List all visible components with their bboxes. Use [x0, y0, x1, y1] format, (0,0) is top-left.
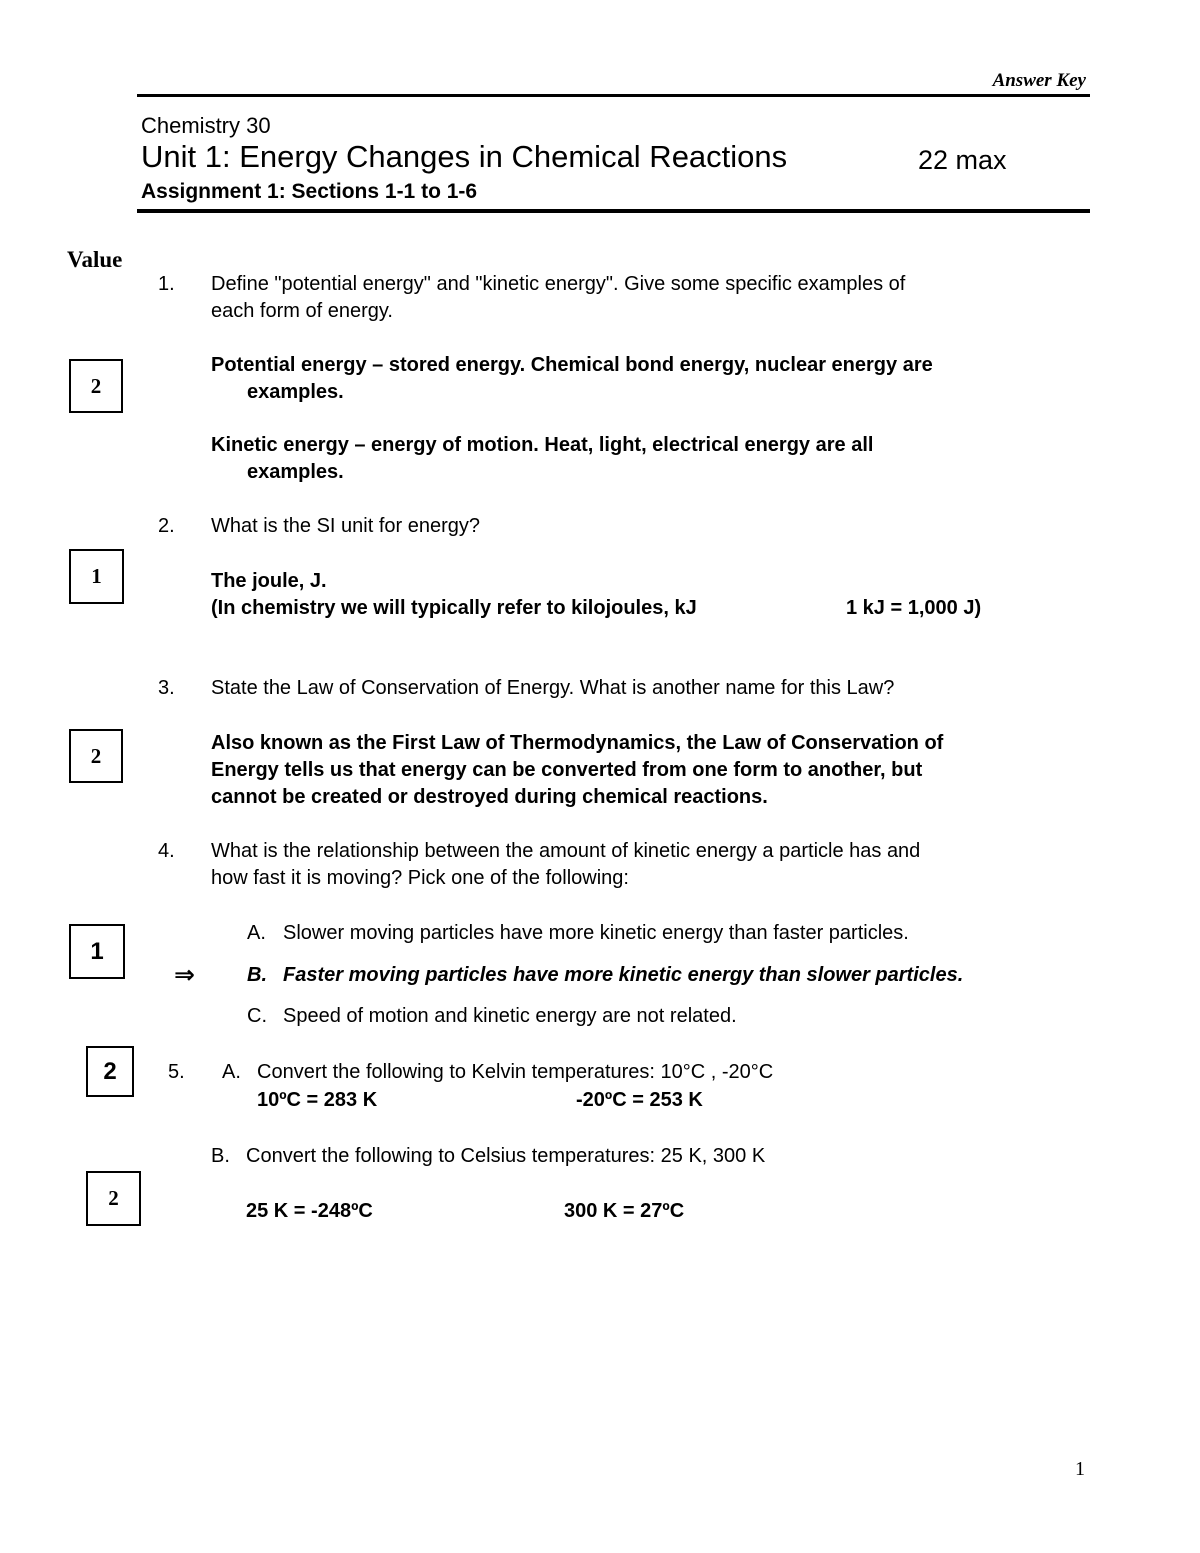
question-2-value-box: 1 — [69, 549, 124, 604]
selected-answer-arrow-icon: ⇒ — [174, 960, 195, 989]
option-b-letter: B. — [247, 964, 267, 986]
question-3-number: 3. — [158, 677, 175, 699]
question-4-text-line2: how fast it is moving? Pick one of the following: — [211, 867, 629, 889]
question-3-answer-line1: Also known as the First Law of Thermodynamics, the Law of Conservation of — [211, 732, 944, 754]
answer-key-label: Answer Key — [992, 70, 1086, 91]
option-b-text: Faster moving particles have more kinetic energy than slower particles. — [283, 964, 964, 986]
question-5b-letter: B. — [211, 1145, 230, 1167]
question-3-text: State the Law of Conservation of Energy. What is another name for this Law? — [211, 677, 895, 699]
question-3-value-box: 2 — [69, 729, 123, 783]
question-2-answer-conversion: 1 kJ = 1,000 J) — [846, 597, 982, 619]
question-5a-answer-1: 10ºC = 283 K — [257, 1089, 378, 1111]
question-5-number: 5. — [168, 1061, 185, 1083]
question-5b-answer-1: 25 K = -248ºC — [246, 1200, 373, 1222]
max-marks: 22 max — [918, 145, 1007, 175]
question-1-text-line2: each form of energy. — [211, 300, 393, 322]
header-top-rule — [137, 94, 1090, 97]
question-5a-answer-2: -20ºC = 253 K — [576, 1089, 703, 1111]
question-1-answer-potential-line2: examples. — [247, 381, 344, 403]
question-1-answer-kinetic-line2: examples. — [247, 461, 344, 483]
assignment-title: Assignment 1: Sections 1-1 to 1-6 — [141, 180, 478, 203]
page-number: 1 — [1075, 1458, 1085, 1480]
option-a-letter: A. — [247, 922, 266, 944]
question-2-text: What is the SI unit for energy? — [211, 515, 481, 537]
question-5b-value-box: 2 — [86, 1171, 141, 1226]
question-5a-text: Convert the following to Kelvin temperatures: 10°C , -20°C — [257, 1061, 774, 1083]
question-1-number: 1. — [158, 273, 175, 295]
header-bottom-rule — [137, 209, 1090, 213]
question-2-answer-line1: The joule, J. — [211, 570, 327, 592]
option-c-letter: C. — [247, 1005, 267, 1027]
question-3-answer-line2: Energy tells us that energy can be converted from one form to another, but — [211, 759, 923, 781]
option-c-text: Speed of motion and kinetic energy are not related. — [283, 1005, 737, 1027]
question-1-value-box: 2 — [69, 359, 123, 413]
question-1-text-line1: Define "potential energy" and "kinetic energy". Give some specific examples of — [211, 273, 906, 295]
question-5b-answer-2: 300 K = 27ºC — [564, 1200, 685, 1222]
question-2-number: 2. — [158, 515, 175, 537]
unit-title: Unit 1: Energy Changes in Chemical Reactions — [141, 139, 788, 174]
question-1-answer-potential-line1: Potential energy – stored energy. Chemical bond energy, nuclear energy are — [211, 354, 933, 376]
value-column-label: Value — [67, 247, 123, 272]
option-a-text: Slower moving particles have more kinetic energy than faster particles. — [283, 922, 909, 944]
question-2-answer-line2: (In chemistry we will typically refer to kilojoules, kJ — [211, 597, 697, 619]
question-4-number: 4. — [158, 840, 175, 862]
question-4-text-line1: What is the relationship between the amount of kinetic energy a particle has and — [211, 840, 921, 862]
question-4-value-box: 1 — [69, 924, 125, 979]
question-1-answer-kinetic-line1: Kinetic energy – energy of motion. Heat, light, electrical energy are all — [211, 434, 874, 456]
question-5a-value-box: 2 — [86, 1046, 134, 1097]
question-5a-letter: A. — [222, 1061, 241, 1083]
question-5b-text: Convert the following to Celsius temperatures: 25 K, 300 K — [246, 1145, 766, 1167]
course-name: Chemistry 30 — [141, 113, 271, 138]
question-3-answer-line3: cannot be created or destroyed during chemical reactions. — [211, 786, 768, 808]
